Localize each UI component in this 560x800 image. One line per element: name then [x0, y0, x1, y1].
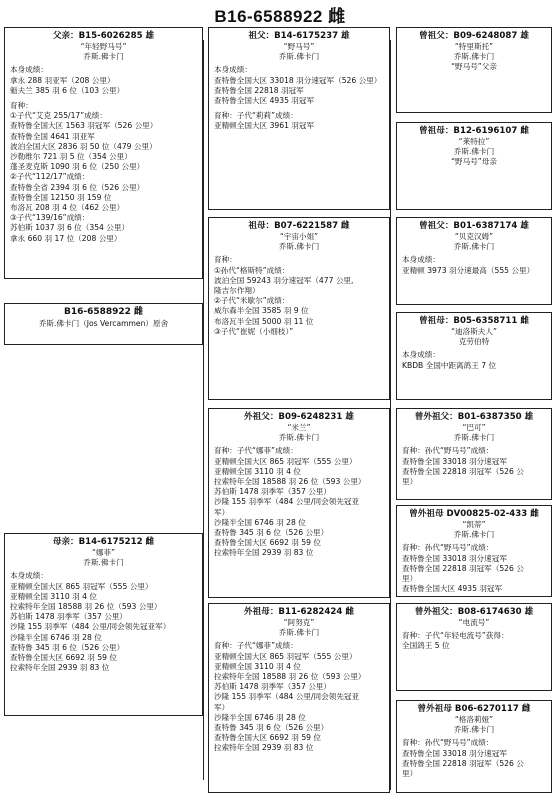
record-line: 蓬圣麦克斯 1090 羽 6 位（250 公里）	[10, 162, 145, 172]
record-line: 里）	[402, 769, 418, 779]
record-line: 查特鲁全国大区 6692 羽 59 位	[214, 733, 321, 743]
record-line: 里）	[402, 574, 418, 584]
record-line: 育种：子代“娜菲”成绩：	[214, 641, 298, 651]
breeder-name: 乔斯.佛卡门	[83, 558, 124, 568]
card-heading: 外祖父：B09-6248231 雄	[244, 412, 354, 422]
record-line: 拿永 288 羽亚军（208 公里）	[10, 75, 115, 85]
card-heading: 曾外祖母 B06-6270117 雌	[417, 704, 531, 714]
record-line: 沙勒维尔 721 羽 5 位（354 公里）	[10, 152, 132, 162]
record-line: 全国鸽王 5 位	[402, 641, 450, 651]
record-line: 查特鲁全国大区 6692 羽 59 位	[10, 653, 117, 663]
record-line: 隆吉尔作翔）	[214, 286, 260, 296]
bird-name: “莱特拉”	[458, 137, 490, 146]
record-line: 波泊全国 59243 羽分速冠军（477 公里,	[214, 275, 354, 285]
record-line: 拿永 660 羽 17 位（208 公里）	[10, 233, 122, 243]
record-line: 育种：子代“莉莉”成绩：	[214, 111, 298, 121]
record-line: 亚精顿 3973 羽分速最高（555 公里）	[402, 265, 535, 275]
bird-name: “贝克汉姆”	[454, 232, 494, 241]
record-line: 波泊全国大区 2836 羽 50 位（479 公里）	[10, 141, 157, 151]
record-line: 本身成绩：	[402, 255, 440, 265]
record-line: 查特鲁全国大区 33018 羽分速冠军（526 公里）	[214, 75, 382, 85]
sire-card	[4, 27, 203, 279]
record-line: 威尔森半全国 3585 羽 9 位	[214, 306, 309, 316]
record-line: 亚精顿全国大区 865 羽冠军（555 公里）	[214, 651, 357, 661]
record-line: 亚精顿全国 3110 羽 4 位	[214, 466, 301, 476]
record-line: ①孙代“格斯特”成绩：	[214, 265, 290, 275]
record-line: 沙隆 155 羽季军（484 公里/同会领先冠亚军）	[10, 622, 171, 632]
record-line: 育种：	[10, 101, 33, 111]
breeder-name: 乔斯.佛卡门	[453, 52, 495, 62]
record-line: 拉索特年全国 18588 羽 26 位（593 公里）	[214, 477, 366, 487]
breeder-name: 乔斯.佛卡门	[83, 52, 124, 62]
breeder-name: 乔斯.佛卡门	[453, 242, 495, 252]
record-line: 查特鲁全国 33018 羽分速冠军	[402, 748, 507, 758]
bird-name: “年轻野马号”	[80, 42, 127, 51]
great-granddam-3-card	[396, 505, 552, 597]
paternal-grandsire-card	[208, 27, 390, 210]
paternal-granddam-card	[208, 217, 390, 400]
breeder-name: 乔斯.佛卡门	[453, 725, 495, 735]
record-line: 苏伯斯 1478 羽季军（357 公里）	[214, 682, 331, 692]
great-granddam-2-card	[396, 312, 552, 400]
great-grandsire-4-card	[396, 603, 552, 691]
record-line: 拉索特年全国 18588 羽 26 位（593 公里）	[10, 602, 162, 612]
record-line: 沙隆半全国 6746 羽 28 位	[214, 517, 306, 527]
record-line: 本身成绩：	[402, 350, 440, 360]
record-line: 查特鲁全国大区 1563 羽冠军（526 公里）	[10, 121, 158, 131]
bird-name: “迪洛斯夫人”	[451, 327, 497, 336]
record-line: 亚精顿全国大区 865 羽冠军（555 公里）	[214, 456, 357, 466]
bird-name: “巴可”	[462, 423, 486, 432]
bird-name: “阿努克”	[283, 618, 315, 627]
record-line: 布洛瓦半全国 5000 羽 11 位	[214, 316, 314, 326]
record-line: 亚精顿全国大区 865 羽冠军（555 公里）	[10, 581, 153, 591]
great-grandsire-1-card	[396, 27, 552, 113]
card-note: “野马号”母亲	[451, 157, 497, 167]
record-line: 查特鲁全国大区 4935 羽冠军	[402, 584, 503, 594]
owner-line: 乔斯.佛卡门（Jos Vercammen）原舍	[38, 319, 169, 328]
breeder-name: 乔斯.佛卡门	[453, 147, 495, 157]
page-title: B16-6588922 雌	[214, 7, 346, 26]
record-line: 苏伯斯 1037 羽 6 位（354 公里）	[10, 223, 130, 233]
great-granddam-1-card	[396, 122, 552, 210]
record-line: 查特鲁全国 4641 羽亚军	[10, 131, 95, 141]
record-line: 查特鲁全国 33018 羽分速冠军	[402, 456, 507, 466]
record-line: 本身成绩：	[10, 65, 48, 75]
record-line: 苏伯斯 1478 羽季军（357 公里）	[10, 612, 127, 622]
record-line: 拉索特年全国 2939 羽 83 位	[214, 548, 314, 558]
bird-name: “特里斯托”	[454, 42, 494, 51]
record-line: 育种：孙代“野马号”成绩：	[402, 543, 494, 553]
dam-card	[4, 533, 203, 716]
card-heading: 外祖母：B11-6282424 雌	[244, 607, 354, 617]
card-heading: 曾外祖父：B01-6387350 雄	[414, 412, 534, 422]
record-line: 育种：孙代“野马号”成绩：	[402, 446, 494, 456]
card-note: “野马号”父亲	[451, 62, 497, 72]
record-line: 沙隆 155 羽季军（484 公里/同会领先冠亚	[214, 497, 360, 507]
record-line: 查特鲁全国大区 4935 羽冠军	[214, 96, 315, 106]
record-line: ③子代“崔妮（小细枝）”	[214, 326, 294, 336]
card-heading: 祖父：B14-6175237 雄	[248, 31, 350, 41]
record-line: ③子代“139/16”成绩：	[10, 213, 90, 223]
record-line: 亚精顿全国 3110 羽 4 位	[10, 591, 97, 601]
maternal-granddam-card	[208, 603, 390, 793]
connector-line	[203, 40, 204, 780]
bird-name: “凯蒂”	[462, 520, 486, 529]
record-line: 本身成绩：	[10, 571, 48, 581]
bird-name: “野马号”	[283, 42, 315, 51]
record-line: 查特鲁全国 22818 羽冠军（526 公	[402, 563, 524, 573]
record-line: 亚精顿全国 3110 羽 4 位	[214, 661, 301, 671]
breeder-name: 克劳伯特	[458, 337, 490, 347]
record-line: 育种：子代“年轻电流号”获得：	[402, 631, 509, 641]
record-line: 里）	[402, 477, 418, 487]
record-line: 育种：	[214, 255, 237, 265]
subject-heading: B16-6588922 雌	[63, 307, 144, 317]
record-line: 查特鲁全国 22818 羽冠军（526 公	[402, 758, 524, 768]
record-line: 苏伯斯 1478 羽季军（357 公里）	[214, 487, 331, 497]
record-line: 拉索特年全国 18588 羽 26 位（593 公里）	[214, 672, 366, 682]
record-line: 亚精顿全国大区 3961 羽冠军	[214, 121, 315, 131]
record-line: 查特鲁全国 22818 羽冠军（526 公	[402, 466, 524, 476]
record-line: 沙隆 155 羽季军（484 公里/同会领先冠亚	[214, 692, 360, 702]
record-line: 本身成绩：	[214, 65, 252, 75]
record-line: 查特鲁全国 33018 羽分速冠军	[402, 553, 507, 563]
record-line: ②子代“112/17”成绩：	[10, 172, 90, 182]
record-line: 沙隆半全国 6746 羽 28 位	[10, 632, 102, 642]
record-line: 沙隆半全国 6746 羽 28 位	[214, 712, 306, 722]
breeder-name: 乔斯.佛卡门	[453, 530, 495, 540]
card-heading: 父亲：B15-6026285 雄	[52, 31, 155, 41]
record-line: ①子代“艾克 255/17”成绩：	[10, 111, 107, 121]
breeder-name: 乔斯.佛卡门	[278, 242, 320, 252]
record-line: 军）	[214, 702, 230, 712]
breeder-name: 乔斯.佛卡门	[453, 433, 495, 443]
bird-name: “娜菲”	[91, 548, 116, 557]
record-line: 查特鲁 345 羽 6 位（526 公里）	[214, 528, 329, 538]
breeder-name: 乔斯.佛卡门	[278, 433, 320, 443]
bird-name: “米兰”	[287, 423, 311, 432]
card-heading: 曾外祖母 DV00825-02-433 雌	[409, 509, 539, 519]
record-line: 拉索特年全国 2939 羽 83 位	[10, 663, 110, 673]
bird-name: “宇宙小姐”	[279, 232, 319, 241]
card-heading: 曾祖母：B12-6196107 雌	[419, 126, 529, 136]
record-line: 查特鲁 345 羽 6 位（526 公里）	[214, 723, 329, 733]
bird-name: “电流号”	[458, 618, 490, 627]
record-line: 查特鲁全国 22818 羽冠军	[214, 85, 304, 95]
record-line: 拉索特年全国 2939 羽 83 位	[214, 743, 314, 753]
record-line: ②子代“米歇尔”成绩：	[214, 296, 290, 306]
card-heading: 曾祖母：B05-6358711 雌	[419, 316, 529, 326]
great-granddam-4-card	[396, 700, 552, 793]
record-line: 育种：孙代“野马号”成绩：	[402, 738, 494, 748]
record-line: 查特鲁 345 羽 6 位（526 公里）	[10, 642, 125, 652]
record-line: 查特鲁全国大区 6692 羽 59 位	[214, 538, 321, 548]
record-line: 布洛瓦 208 羽 4 位（462 公里）	[10, 203, 125, 213]
record-line: 查特鲁全省 2394 羽 6 位（526 公里）	[10, 182, 145, 192]
card-heading: 曾外祖父：B08-6174630 雄	[414, 607, 534, 617]
record-line: 查特鲁全国 12150 羽 159 位	[10, 192, 112, 202]
record-line: 军）	[214, 507, 230, 517]
maternal-grandsire-card	[208, 408, 390, 598]
great-grandsire-2-card	[396, 217, 552, 305]
great-grandsire-3-card	[396, 408, 552, 500]
record-line: KBDB 全国中距离鸽王 7 位	[402, 360, 497, 370]
breeder-name: 乔斯.佛卡门	[278, 628, 320, 638]
subject-card	[4, 303, 203, 345]
card-heading: 曾祖父：B09-6248087 雄	[419, 31, 529, 41]
record-line: 育种：子代“娜菲”成绩：	[214, 446, 298, 456]
card-heading: 祖母：B07-6221587 雌	[248, 221, 350, 231]
connector-line	[390, 40, 391, 790]
breeder-name: 乔斯.佛卡门	[278, 52, 320, 62]
record-line: 魁夫兰 385 羽 6 位（103 公里）	[10, 85, 125, 95]
card-heading: 母亲：B14-6175212 雌	[52, 537, 155, 547]
card-heading: 曾祖父：B01-6387174 雄	[419, 221, 529, 231]
bird-name: “格洛莉娅”	[454, 715, 494, 724]
